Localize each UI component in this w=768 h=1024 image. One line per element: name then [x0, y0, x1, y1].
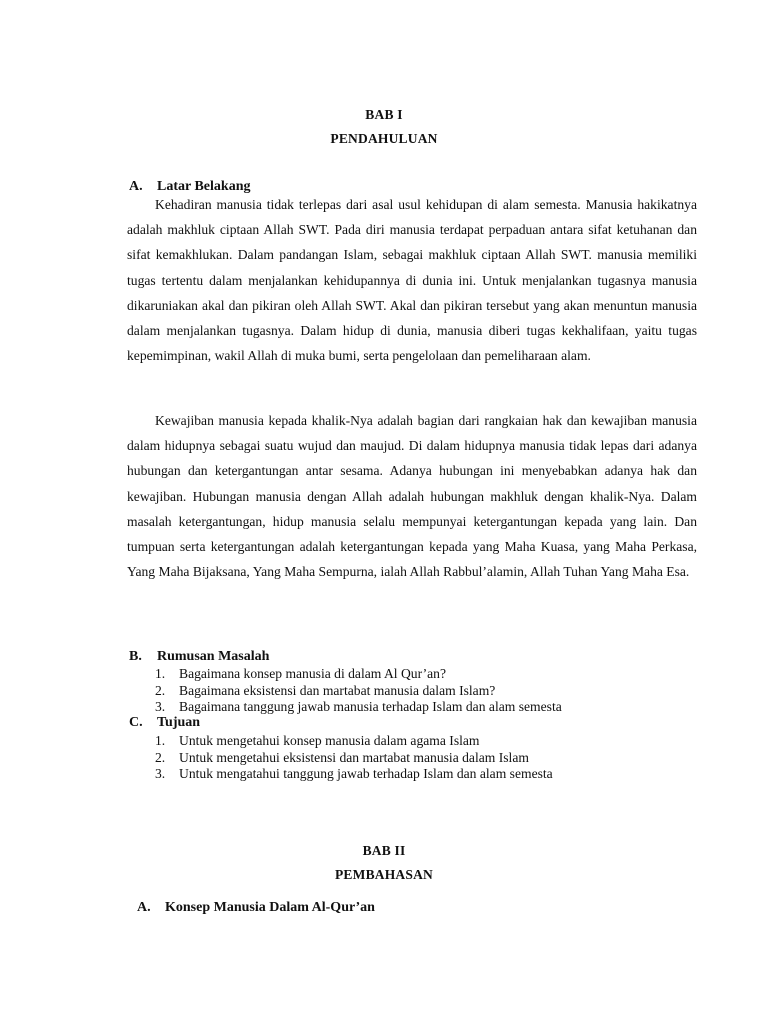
list-item-number: 3.	[155, 766, 166, 782]
paragraph-1	[127, 192, 697, 368]
rumusan-masalah-list	[155, 666, 562, 716]
list-item-number: 1.	[155, 733, 166, 748]
list-item-text: Bagaimana konsep manusia di dalam Al Qur’an?	[179, 666, 447, 681]
list-item	[155, 699, 562, 716]
section-a-letter: A.	[129, 179, 143, 194]
list-item-text: Bagaimana tanggung jawab manusia terhadap Islam dan alam semesta	[179, 699, 562, 715]
section-2a-heading	[137, 900, 375, 916]
list-item	[155, 750, 553, 767]
section-2a-letter: A.	[137, 900, 151, 915]
list-item-number: 2.	[155, 749, 166, 765]
tujuan-list	[155, 733, 553, 783]
section-c-letter: C.	[129, 715, 143, 730]
list-item-number: 2.	[155, 682, 166, 698]
list-item-text: Untuk mengetahui konsep manusia dalam agama Islam	[179, 733, 480, 748]
bab1-title: BAB I	[365, 107, 403, 122]
section-c-title: Tujuan	[157, 715, 201, 730]
list-item-text: Untuk mengetahui eksistensi dan martabat manusia dalam Islam	[179, 749, 529, 765]
bab2-subtitle: PEMBAHASAN	[334, 867, 433, 882]
section-b-heading	[129, 649, 269, 665]
paragraph-1-text: Kehadiran manusia tidak terlepas dari asal usul kehidupan di alam semesta. Manusia hakikatnya adalah makhluk ciptaan Allah SWT. Pada diri manusia terdapat perpaduan antara sifat ketuhanan dan sifat kemakhlukan. Dalam pandangan Islam, sebagai makhluk ciptaan Allah SWT. manusia memiliki tugas tertentu dalam menjalankan kehidupannya di dunia ini. Untuk menjalankan tugasnya manusia dikaruniakan akal dan pikiran oleh Allah SWT. Akal dan pikiran tersebut yang akan menuntun manusia dalam menjalankan tugasnya. Dalam hidup di dunia, manusia diberi tugas kekhalifaan, yaitu tugas kepemimpinan, wakil Allah di muka bumi, serta pengelolaan dan pemeliharaan alam.	[127, 197, 697, 364]
list-item-text: Bagaimana eksistensi dan martabat manusia dalam Islam?	[179, 682, 496, 698]
section-a-title: Latar Belakang	[157, 179, 251, 194]
bab2-title: BAB II	[362, 843, 406, 858]
section-b-letter: B.	[129, 649, 142, 664]
list-item	[155, 766, 553, 783]
bab1-subtitle: PENDAHULUAN	[330, 131, 438, 146]
paragraph-2	[127, 408, 697, 584]
list-item-number: 1.	[155, 666, 166, 681]
section-2a-title: Konsep Manusia Dalam Al-Qur’an	[165, 900, 375, 915]
list-item-number: 3.	[155, 699, 166, 715]
section-c-heading	[129, 715, 200, 731]
section-b-title: Rumusan Masalah	[157, 649, 270, 664]
list-item-text: Untuk mengatahui tanggung jawab terhadap Islam dan alam semesta	[179, 766, 553, 782]
list-item	[155, 733, 553, 750]
list-item	[155, 666, 562, 683]
paragraph-2-text: Kewajiban manusia kepada khalik-Nya adalah bagian dari rangkaian hak dan kewajiban manusia dalam hidupnya sebagai suatu wujud dan maujud. Di dalam hidupnya manusia tidak lepas dari adanya hubungan dan ketergantungan antar sesama. Adanya hubungan ini menyebabkan adanya hak dan kewajiban. Hubungan manusia dengan Allah adalah hubungan makhluk dengan khalik-Nya. Dalam masalah ketergantungan, hidup manusia selalu mempunyai ketergantungan kepada yang lain. Dan tumpuan serta ketergantungan adalah ketergantungan kepada yang Maha Kuasa, yang Maha Perkasa, Yang Maha Bijaksana, Yang Maha Sempurna, ialah Allah Rabbul’alamin, Allah Tuhan Yang Maha Esa.	[127, 413, 697, 580]
list-item	[155, 683, 562, 700]
